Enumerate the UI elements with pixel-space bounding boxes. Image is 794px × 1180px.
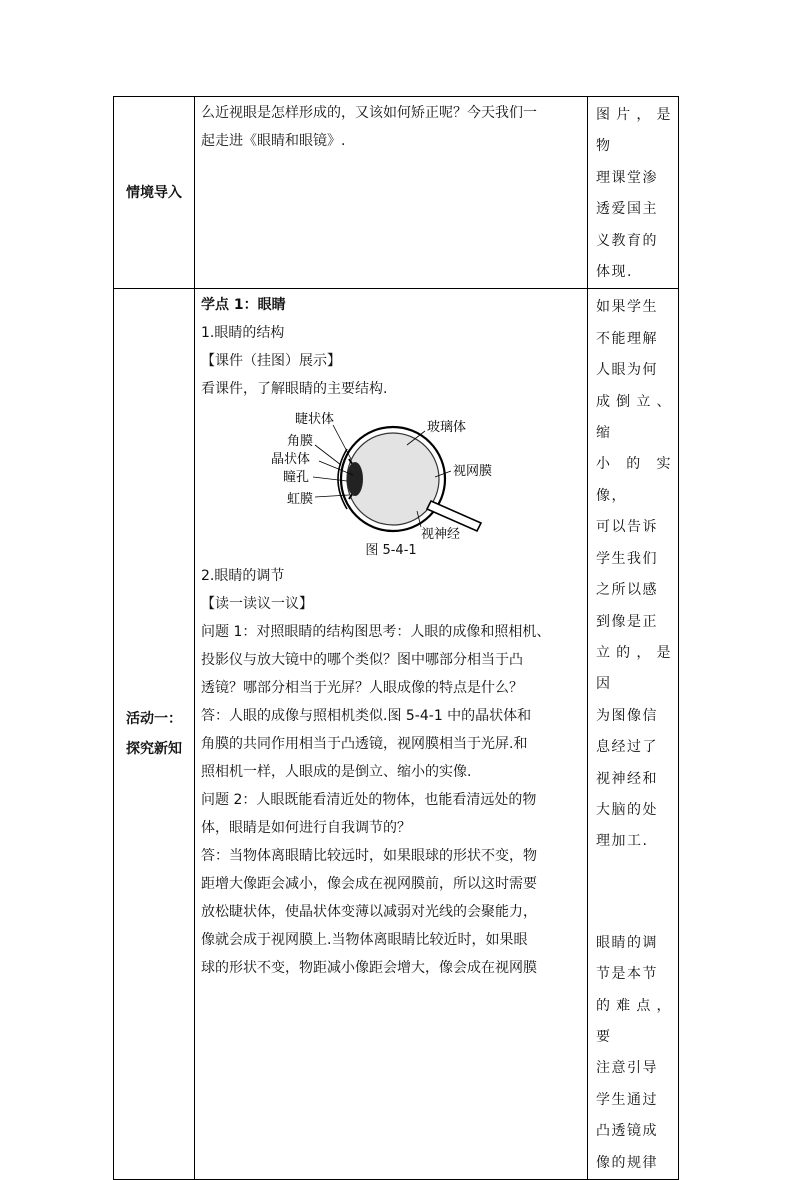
answer-line: 答：当物体离眼睛比较远时，如果眼球的形状不变，物	[201, 848, 537, 865]
note-line: 为图像信	[596, 707, 658, 724]
lesson-table	[113, 96, 679, 1180]
answer-line: 放松睫状体，使晶状体变薄以减弱对光线的会聚能力，	[201, 904, 537, 921]
bracket-title: 【课件（挂图）展示】	[201, 353, 341, 370]
paragraph: 看课件，了解眼睛的主要结构.	[201, 381, 388, 398]
label-iris: 虹膜	[287, 491, 314, 507]
question-line: 问题 2：人眼既能看清近处的物体，也能看清远处的物	[201, 792, 537, 809]
note-line: 如果学生	[596, 299, 658, 316]
note-line: 立的，是因	[596, 644, 672, 693]
intro-line: 起走进《眼睛和眼镜》.	[201, 133, 346, 149]
activity-label-line: 探究新知	[126, 741, 182, 758]
answer-line: 答：人眼的成像与照相机类似.图 5-4-1 中的晶状体和	[201, 708, 532, 725]
note-line: 节是本节	[596, 966, 658, 983]
lens-shape	[347, 462, 363, 496]
note-line: 不能理解	[596, 330, 658, 347]
note-line: 学生我们	[596, 550, 658, 567]
intro-note	[588, 97, 679, 289]
answer-line: 距增大像距会减小，像会成在视网膜前，所以这时需要	[201, 876, 537, 893]
note-line: 的难点，要	[596, 997, 672, 1045]
activity-note	[588, 289, 679, 1180]
note-line: 视神经和	[596, 770, 658, 787]
section-heading: 学点 1：眼睛	[201, 297, 286, 314]
answer-line: 角膜的共同作用相当于凸透镜，视网膜相当于光屏.和	[201, 736, 528, 753]
answer-line: 像就会成于视网膜上.当物体离眼睛比较近时，如果眼	[201, 932, 528, 949]
intro-line: 么近视眼是怎样形成的，又该如何矫正呢？今天我们一	[201, 105, 537, 121]
table-row-intro	[114, 97, 679, 289]
note-line: 学生通过	[596, 1091, 658, 1108]
label-vitreous: 玻璃体	[427, 419, 467, 435]
note-line: 人眼为何	[596, 362, 658, 379]
bracket-title: 【读一读议一议】	[201, 596, 313, 613]
figure-caption: 图 5-4-1	[365, 543, 417, 559]
label-cornea: 角膜	[287, 433, 314, 449]
question-line: 投影仪与放大镜中的哪个类似？图中哪部分相当于凸	[201, 652, 523, 669]
note-line: 注意引导	[596, 1060, 658, 1077]
label-ciliary: 睫状体	[295, 411, 335, 427]
eye-structure-diagram	[267, 405, 517, 540]
question-line: 问题 1：对照眼睛的结构图思考：人眼的成像和照相机、	[201, 624, 551, 641]
row-label-activity	[114, 289, 195, 1180]
note-line: 大脑的处	[596, 801, 658, 818]
note-line: 理课堂渗	[596, 169, 658, 186]
activity-content	[195, 289, 588, 1180]
answer-line: 球的形状不变，物距减小像距会增大，像会成在视网膜	[201, 960, 537, 977]
note-line: 透爱国主	[596, 201, 658, 218]
answer-line: 照相机一样，人眼成的是倒立、缩小的实像.	[201, 764, 472, 781]
table-row-activity	[114, 289, 679, 1180]
note-line: 眼睛的调	[596, 934, 658, 951]
subsection-title: 1.眼睛的结构	[201, 325, 285, 342]
label-lens: 晶状体	[271, 451, 311, 467]
note-line: 成倒立、缩	[596, 393, 672, 442]
note-line: 之所以感	[596, 582, 658, 599]
label-pupil: 瞳孔	[283, 469, 310, 485]
note-line: 凸透镜成	[596, 1123, 658, 1140]
label-optic-nerve: 视神经	[421, 526, 461, 541]
note-line: 到像是正	[596, 613, 658, 630]
question-line: 体，眼睛是如何进行自我调节的？	[201, 820, 411, 837]
question-line: 透镜？哪部分相当于光屏？人眼成像的特点是什么？	[201, 680, 523, 697]
note-line: 体现.	[596, 264, 633, 281]
subsection-title: 2.眼睛的调节	[201, 568, 285, 585]
note-line: 可以告诉	[596, 519, 658, 536]
note-line: 小的实像，	[596, 456, 672, 504]
row-label-intro: 情境导入	[114, 97, 195, 289]
label-retina: 视网膜	[453, 463, 493, 479]
activity-label-line: 活动一：	[126, 711, 182, 728]
intro-content	[195, 97, 588, 289]
note-line: 理加工.	[596, 833, 649, 850]
note-line: 息经过了	[596, 739, 658, 756]
note-line: 图片，是物	[596, 107, 672, 155]
note-line: 义教育的	[596, 232, 658, 249]
note-line: 像的规律	[596, 1154, 658, 1171]
